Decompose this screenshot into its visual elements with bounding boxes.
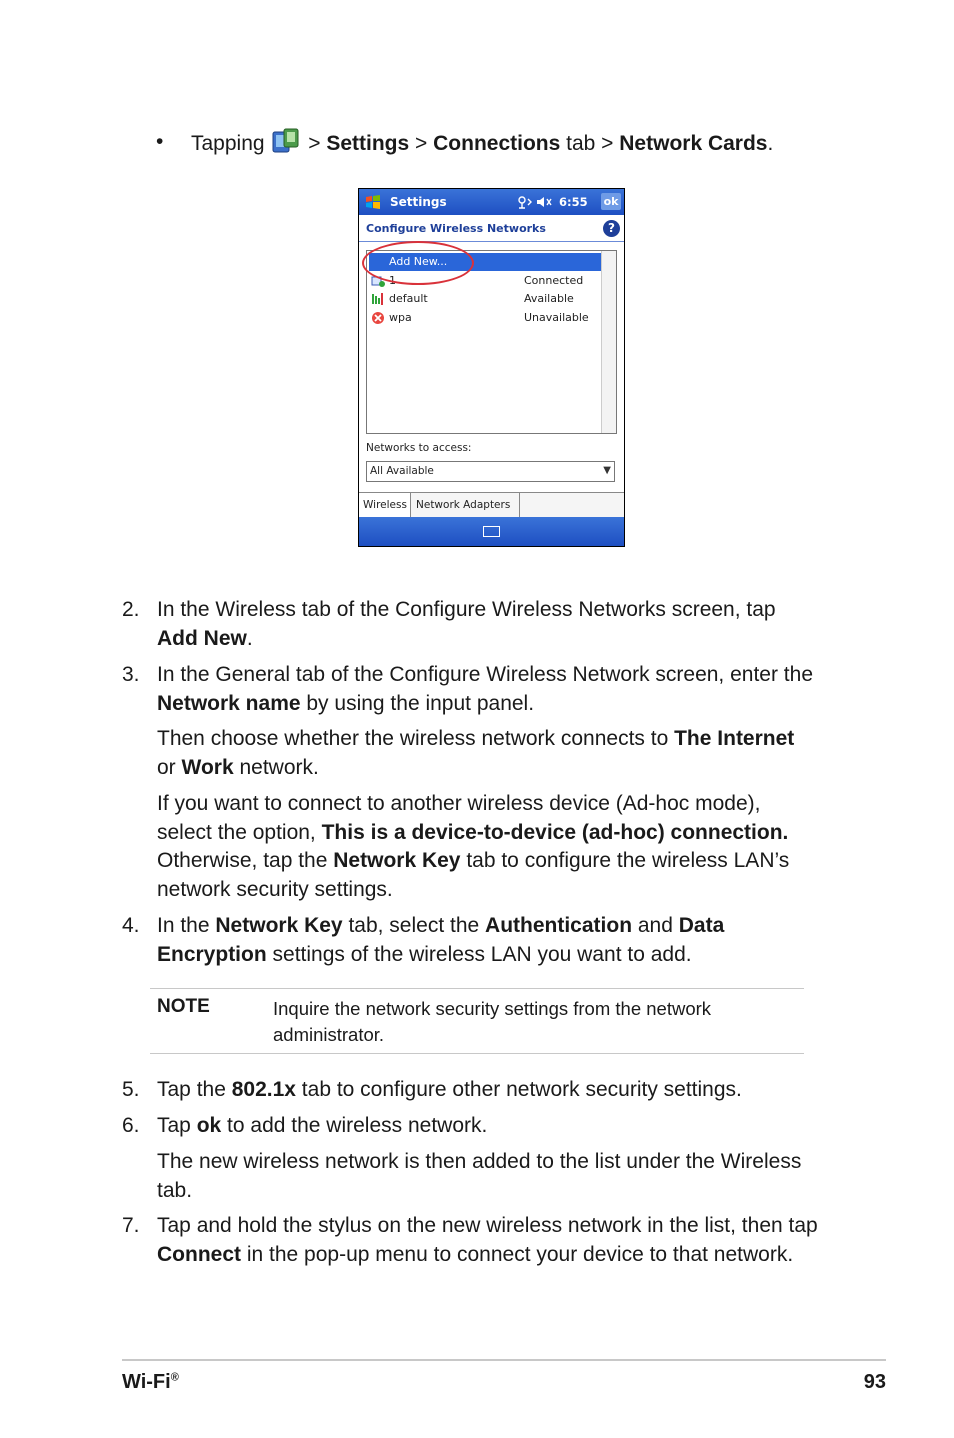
unavailable-network-icon xyxy=(370,310,386,326)
add-new-highlight-circle xyxy=(362,241,474,285)
pda-bottom-bar xyxy=(359,517,624,546)
step-number: 7. xyxy=(122,1214,140,1237)
step-5-text: Tap the 802.1x tab to configure other network security settings. xyxy=(157,1078,742,1101)
pda-subtitle: Configure Wireless Networks xyxy=(366,222,546,235)
available-network-icon xyxy=(370,291,386,307)
network-item[interactable] xyxy=(367,290,616,308)
bullet-pre: Tapping xyxy=(191,132,265,155)
network-name: wpa xyxy=(389,311,412,324)
step-number: 2. xyxy=(122,598,140,621)
bullet-dot: • xyxy=(156,130,164,153)
networks-access-select[interactable] xyxy=(366,461,615,482)
network-status: Connected xyxy=(524,274,584,287)
list-scrollbar[interactable] xyxy=(601,251,616,433)
footer-divider xyxy=(122,1359,886,1361)
step-3-adhoc: If you want to connect to another wireless device (Ad-hoc mode), select the option, This is a device-to-device (ad-hoc) connection. Otherwise, tap the Network Key tab to configure the wireless LAN’s network security settings. xyxy=(157,792,790,901)
windows-logo-icon[interactable] xyxy=(364,194,382,210)
tab-wireless[interactable]: Wireless xyxy=(359,493,411,517)
help-icon[interactable]: ? xyxy=(603,220,620,237)
network-name: 1 xyxy=(389,274,396,287)
pda-ok-button[interactable]: ok xyxy=(601,193,621,210)
bullet-connections: Connections xyxy=(433,132,561,155)
dropdown-arrow-icon: ▼ xyxy=(603,465,611,476)
step-6-text: Tap ok to add the wireless network. xyxy=(157,1114,488,1137)
step-number: 3. xyxy=(122,663,140,686)
keyboard-icon[interactable] xyxy=(483,526,500,537)
note-divider-bottom xyxy=(150,1053,804,1054)
step-4-text: In the Network Key tab, select the Authentication and Data Encryption settings of the wireless LAN you want to add. xyxy=(157,914,725,966)
network-item[interactable] xyxy=(367,309,616,327)
add-new-item[interactable]: Add New... xyxy=(369,253,601,271)
network-status: Available xyxy=(524,292,574,305)
pda-subtitle-bar xyxy=(359,215,624,242)
connectivity-volume-icons[interactable] xyxy=(517,195,555,209)
note-label: NOTE xyxy=(157,996,210,1017)
bullet-network-cards: Network Cards xyxy=(619,132,768,155)
select-value: All Available xyxy=(370,465,434,477)
pda-title: Settings xyxy=(390,195,447,209)
bullet-settings: Settings xyxy=(326,132,410,155)
step-number: 6. xyxy=(122,1114,140,1137)
pda-screenshot xyxy=(358,188,625,547)
tab-network-adapters[interactable]: Network Adapters xyxy=(412,493,520,517)
network-name: default xyxy=(389,292,428,305)
pda-title-bar xyxy=(359,189,624,215)
footer-section-title: Wi-Fi® xyxy=(122,1371,179,1393)
networks-access-label: Networks to access: xyxy=(366,442,472,454)
bullet-text: Tapping > Settings > Connections tab > Network Cards. xyxy=(191,128,773,159)
pda-clock: 6:55 xyxy=(559,195,588,209)
step-number: 5. xyxy=(122,1078,140,1101)
page-number: 93 xyxy=(863,1371,886,1393)
step-number: 4. xyxy=(122,914,140,937)
step-7-text: Tap and hold the stylus on the new wireless network in the list, then tap Connect in the pop-up menu to connect your device to that network. xyxy=(157,1214,818,1266)
network-status: Unavailable xyxy=(524,311,589,324)
note-text: Inquire the network security settings from the network administrator. xyxy=(273,998,712,1045)
note-divider-top xyxy=(150,988,804,989)
step-3-text: In the General tab of the Configure Wireless Network screen, enter the Network name by using the input panel. xyxy=(157,663,813,715)
step-3-continued: Then choose whether the wireless network connects to The Internet or Work network. xyxy=(157,727,795,779)
pda-tab-strip xyxy=(359,492,624,518)
start-menu-icon xyxy=(272,128,300,154)
step-2-text: In the Wireless tab of the Configure Wireless Networks screen, tap Add New. xyxy=(157,598,776,650)
step-6-continued: The new wireless network is then added to the list under the Wireless tab. xyxy=(157,1150,802,1202)
